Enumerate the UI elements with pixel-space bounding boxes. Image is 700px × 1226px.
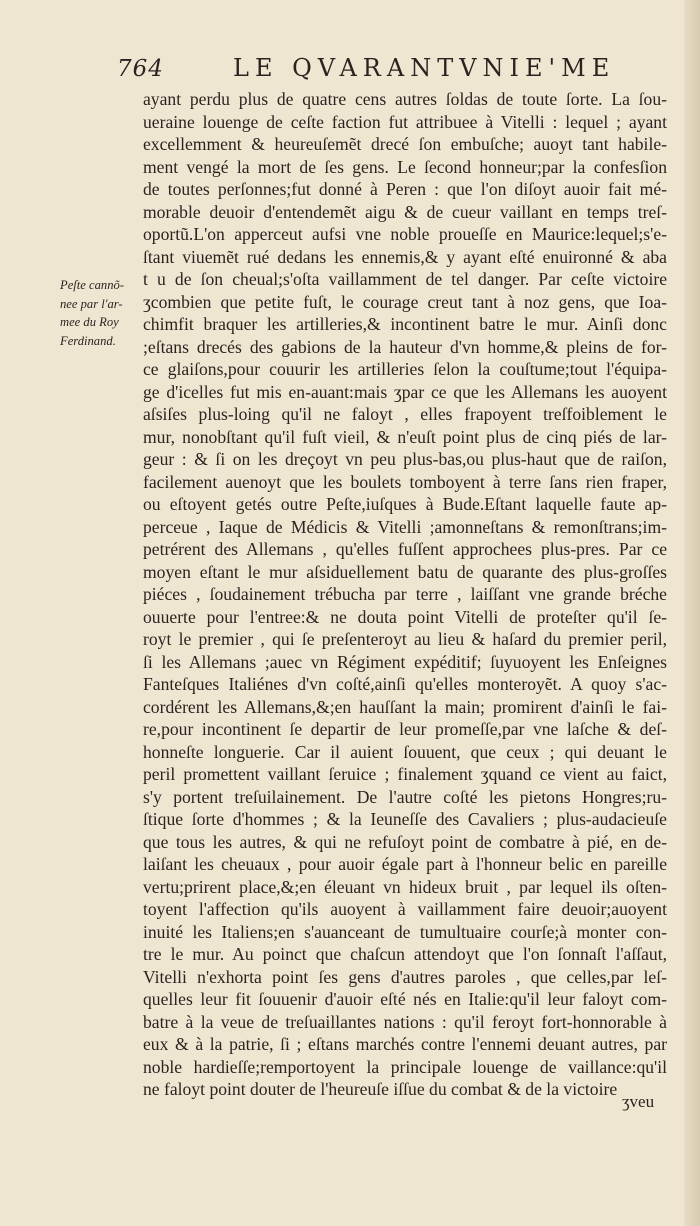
text-line: moyen eſtant le mur aſsiduellement batu de quarante des plus-groſſes — [143, 561, 667, 582]
page-number: 764 — [117, 56, 164, 82]
text-line: ayant perdu plus de quatre cens autres ſoldas de toute ſorte. La ſou- — [143, 89, 667, 109]
text-line: noble hardieſſe;remportoyent la principale louenge de vaillance:qu'il — [143, 1056, 667, 1077]
text-line: ſtant viuemẽt rué dedans les ennemis,& y ayant eſté enuironné & aba — [143, 246, 667, 267]
marginal-note-line: Peſte cannõ- — [60, 278, 124, 292]
text-line: ueraine louenge de ceſte faction fut attribuee à Vitelli : lequel ; ayant — [143, 111, 667, 132]
text-line: peril promettent vaillant ſeruice ; finalement ʒquand ce vient au faict, — [143, 764, 667, 784]
text-line: ſtique ſorte d'hommes ; & la Ieuneſſe des Cavaliers ; plus-audacieuſe — [143, 809, 667, 829]
main-text-block — [143, 88, 667, 1101]
text-line: cordérent les Allemans,&;en hauſſant la main; promirent d'ainſi le fai- — [143, 696, 667, 717]
text-line: oportũ.L'on apperceut aufsi vne noble proueſſe en Maurice:lequel;s'e- — [143, 224, 667, 244]
text-line: tre le mur. Au poinct que chaſcun attendoyt que l'on ſonnaſt l'aſſaut, — [143, 944, 667, 964]
text-line: ouuerte pour l'entree:& ne douta point Vitelli de proteſter qu'il ſe- — [143, 606, 667, 627]
text-line: laiſant les cheuaux , pour auoir égale part à l'honneur belic en pareille — [143, 854, 667, 874]
text-line: ne faloyt point douter de l'heureuſe iſſue du combat & de la victoire — [143, 1079, 618, 1099]
text-line: ment vengé la mort de ſes gens. Le ſecond honneur;par la confesſion — [143, 156, 667, 177]
text-line: toyent l'affection qu'ils auoyent à vaillamment faire deuoir;auoyent — [143, 899, 667, 919]
text-line: ge d'icelles fut mis en-auant:mais ʒpar ce que les Allemans les auoyent — [143, 381, 667, 402]
text-line: geur : & ſi on les dreçoyt vn peu plus-bas,ou plus-haut que de raiſon, — [143, 449, 667, 469]
text-line: s'y portent treſuilainement. De l'autre coſté les pietons Hongres;ru- — [143, 786, 667, 807]
text-line: t u de ſon cheual;s'oſta vaillamment de tel danger. Par ceſte victoire — [143, 269, 667, 289]
marginal-note-line: nee par l'ar- — [60, 296, 123, 311]
text-line: perceue , Iaque de Médicis & Vitelli ;amonneſtans & remonſtrans;im- — [143, 516, 667, 537]
text-line: royt le premier , qui ſe preſenteroyt au lieu & haſard du premier peril, — [143, 629, 667, 649]
text-line: vertu;prirent place,&;en éleuant vn hideux bruit , par lequel ils oſten- — [143, 876, 667, 897]
marginal-note — [60, 276, 140, 350]
text-line: aſsiſes plus-loing qu'il ne faloyt , elles frapoyent treſfoiblement le — [143, 404, 667, 424]
text-line: honneſte longuerie. Car il auient ſouuent, que ceux ; qui deuant le — [143, 741, 667, 762]
catchword: ʒveu — [622, 1092, 655, 1111]
text-line: ſi les Allemans ;auec vn Régiment expéditif; ſuyuoyent les Enſeignes — [143, 651, 667, 672]
text-line: ;eſtans drecés des gabions de la hauteur d'vn homme,& pleins de for- — [143, 336, 667, 357]
page-header — [117, 52, 616, 86]
text-line: petrérent des Allemans , qu'elles fuſſent approchees plus-pres. Par ce — [143, 539, 667, 559]
text-line: excellemment & heureuſemẽt drecé ſon embuſche; auoyt tant habile- — [143, 134, 667, 154]
text-line: mur, nonobſtant qu'il fuſt vieil, & n'euſt point plus de cinq piés de lar- — [143, 426, 667, 447]
marginal-note-line: mee du Roy — [60, 315, 119, 329]
text-line: quelles leur fit ſouuenir d'auoir eſté nés en Italie:qu'il leur faloyt com- — [143, 989, 667, 1009]
text-line: facilement auenoyt que les boulets tomboyent à terre ſans rien fraper, — [143, 471, 667, 492]
text-line: morable deuoir d'entendemẽt aigu & de cueur vaillant en temps treſ- — [143, 201, 667, 222]
marginal-note-line: Ferdinand. — [60, 333, 116, 348]
text-line: Vitelli n'exhorta point ſes gens d'autres paroles , que celles,par leſ- — [143, 966, 667, 987]
text-line: que tous les autres, & qui ne refuſoyt point de combatre à pié, en de- — [143, 831, 667, 852]
text-line: piéces , ſoudainement trébucha par terre , laiſſant vne grande bréche — [143, 584, 667, 604]
text-line: re,pour incontinent ſe departir de leur promeſſe,par vne laſche & deſ- — [143, 719, 667, 739]
text-line: eux & à la patrie, ſi ; eſtans marchés contre l'ennemi deuant autres, par — [143, 1034, 667, 1054]
page-edge — [684, 0, 700, 1226]
text-line: Fanteſques Italiénes d'vn coſté,ainſi qu'elles monteroyẽt. A quoy s'ac- — [143, 674, 667, 694]
text-line: inuité les Italiens;en s'auanceant de tumultuaire courſe;à monter con- — [143, 921, 667, 942]
text-line: ou eſtoyent getés outre Peſte,iuſques à Bude.Eſtant laquelle faute ap- — [143, 494, 667, 514]
text-line: ce glaiſons,pour couurir les artilleries ſelon la couſtume;tout l'équipa- — [143, 359, 667, 379]
text-line: ʒcombien que petite fuſt, le courage creut tant à noz gens, que Ioa- — [143, 291, 667, 312]
running-title: LE QVARANTVNIE'ME — [233, 54, 616, 82]
text-line: chimfit braquer les artilleries,& incontinent batre le mur. Ainſi donc — [143, 314, 667, 334]
text-line: de toutes perſonnes;fut donné à Peren : que l'on diſoyt auoir fait mé- — [143, 179, 667, 199]
text-line: batre à la veue de treſuaillantes nations : qu'il feroyt fort-honnorable à — [143, 1011, 667, 1032]
